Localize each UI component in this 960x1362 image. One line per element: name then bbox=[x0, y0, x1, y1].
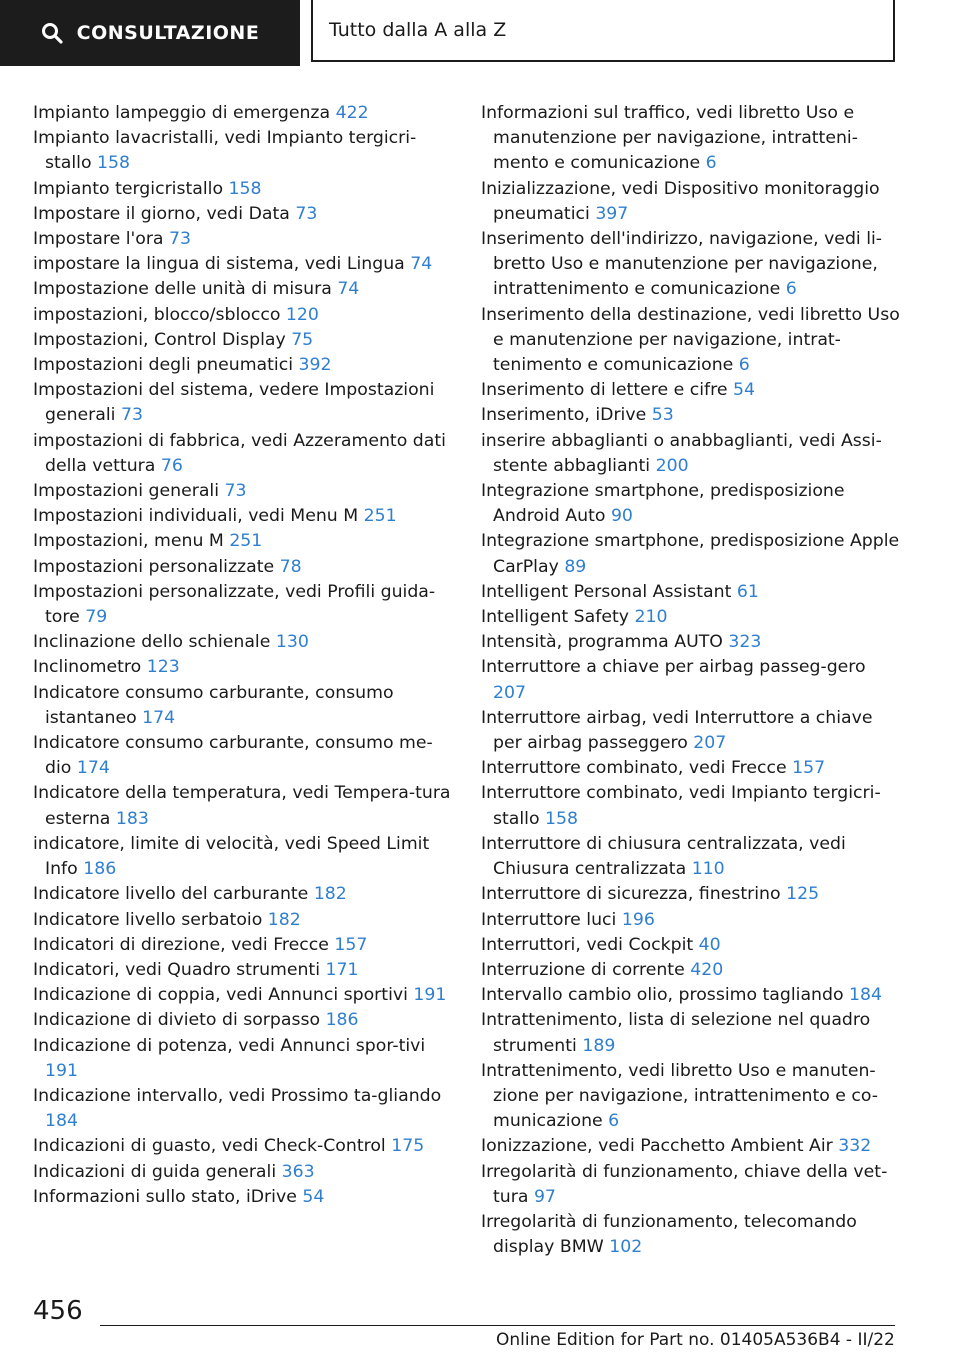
index-entry-text: Interruttori, vedi Cockpit bbox=[481, 934, 694, 955]
index-entry-text: Interruttore combinato, vedi Impianto tergicri-stallo bbox=[481, 783, 881, 829]
page-header bbox=[0, 0, 960, 66]
index-entry bbox=[481, 832, 901, 882]
consultazione-tab[interactable] bbox=[0, 0, 300, 66]
index-entry bbox=[33, 882, 451, 907]
index-entry-text: Impostazioni generali bbox=[33, 481, 220, 502]
index-entry bbox=[481, 630, 901, 655]
page-reference-link[interactable]: 171 bbox=[325, 959, 359, 980]
index-entry-text: Inclinometro bbox=[33, 657, 142, 678]
index-entry-text: Intelligent Safety bbox=[481, 607, 629, 628]
edition-note: Online Edition for Part no. 01405A536B4 - II/22 bbox=[496, 1330, 895, 1350]
page-reference-link[interactable]: 78 bbox=[279, 556, 302, 577]
index-entry bbox=[33, 1134, 451, 1159]
index-entry bbox=[33, 177, 451, 202]
index-entry bbox=[481, 983, 901, 1008]
page-reference-link[interactable]: 251 bbox=[229, 531, 263, 552]
index-entry-text: Irregolarità di funzionamento, chiave della vet-tura bbox=[481, 1161, 888, 1207]
index-entry bbox=[33, 1034, 451, 1084]
page-reference-link[interactable]: 74 bbox=[337, 279, 360, 300]
page-reference-link[interactable]: 130 bbox=[275, 632, 309, 653]
page-reference-link[interactable]: 158 bbox=[97, 153, 131, 174]
index-entry-text: Indicazione di coppia, vedi Annunci sportivi bbox=[33, 985, 408, 1006]
index-entry bbox=[33, 781, 451, 831]
index-entry bbox=[33, 958, 451, 983]
index-entry bbox=[33, 378, 451, 428]
index-entry bbox=[481, 429, 901, 479]
page-reference-link[interactable]: 90 bbox=[610, 506, 633, 527]
page-reference-link[interactable]: 332 bbox=[838, 1136, 872, 1157]
index-entry bbox=[33, 1084, 451, 1134]
index-entry-text: Impianto lampeggio di emergenza bbox=[33, 103, 331, 123]
index-entry bbox=[33, 555, 451, 580]
index-entry-text: Impostazioni degli pneumatici bbox=[33, 355, 294, 376]
page-reference-link[interactable]: 184 bbox=[45, 1111, 78, 1132]
page-number: 456 bbox=[33, 1296, 83, 1326]
index-entry-text: Impostazioni del sistema, vedere Impostazioni generali bbox=[33, 380, 435, 426]
page-reference-link[interactable]: 73 bbox=[295, 203, 318, 224]
section-title: Tutto dalla A alla Z bbox=[311, 0, 895, 62]
index-entry-text: Interruzione di corrente bbox=[481, 959, 685, 980]
index-entry-text: Inclinazione dello schienale bbox=[33, 632, 271, 653]
index-entry bbox=[33, 328, 451, 353]
page-reference-link[interactable]: 207 bbox=[693, 733, 727, 754]
index-entry bbox=[33, 933, 451, 958]
index-entry-text: Inserimento di lettere e cifre bbox=[481, 380, 728, 401]
index-entry-text: Indicatore consumo carburante, consumo istantaneo bbox=[33, 682, 394, 728]
index-entry bbox=[481, 227, 901, 303]
index-entry bbox=[481, 655, 901, 705]
index-entry-text: Ionizzazione, vedi Pacchetto Ambient Air bbox=[481, 1136, 833, 1157]
index-column-left bbox=[33, 101, 451, 1210]
index-entry bbox=[33, 277, 451, 302]
page-reference-link[interactable]: 420 bbox=[690, 959, 724, 980]
consultazione-label: CONSULTAZIONE bbox=[76, 22, 260, 44]
index-entry bbox=[33, 731, 451, 781]
index-entry-text: Indicatori di direzione, vedi Frecce bbox=[33, 934, 329, 955]
index-entry-text: Inserimento della destinazione, vedi libretto Uso e manutenzione per navigazione, intrat-tenimento e comunicazione bbox=[481, 304, 900, 376]
index-entry bbox=[481, 1059, 901, 1135]
index-entry bbox=[33, 303, 451, 328]
index-entry-text: Impostazioni personalizzate, vedi Profili guida-tore bbox=[33, 581, 436, 628]
page-reference-link[interactable]: 422 bbox=[335, 103, 369, 123]
page-reference-link[interactable]: 323 bbox=[728, 632, 762, 653]
page-reference-link[interactable]: 110 bbox=[691, 859, 725, 880]
index-entry-text: Inizializzazione, vedi Dispositivo monitoraggio pneumatici bbox=[481, 178, 880, 224]
search-icon bbox=[41, 22, 63, 44]
page-reference-link[interactable]: 54 bbox=[732, 380, 755, 401]
index-entry bbox=[481, 101, 901, 177]
page-reference-link[interactable]: 6 bbox=[608, 1111, 620, 1132]
page-reference-link[interactable]: 125 bbox=[786, 884, 820, 905]
index-entry bbox=[481, 706, 901, 756]
page-reference-link[interactable]: 61 bbox=[736, 581, 759, 602]
index-entry-text: Informazioni sullo stato, iDrive bbox=[33, 1186, 297, 1207]
index-entry-text: indicatore, limite di velocità, vedi Speed Limit Info bbox=[33, 833, 430, 880]
index-entry bbox=[481, 908, 901, 933]
index-entry bbox=[481, 882, 901, 907]
index-entry-text: Informazioni sul traffico, vedi libretto Uso e manutenzione per navigazione, intratteni-mento e comunicazione bbox=[481, 103, 858, 174]
page-reference-link[interactable]: 363 bbox=[281, 1161, 315, 1182]
page-reference-link[interactable]: 196 bbox=[621, 909, 655, 930]
index-entry-text: Intrattenimento, lista di selezione nel quadro strumenti bbox=[481, 1010, 871, 1056]
page-reference-link[interactable]: 186 bbox=[325, 1010, 359, 1031]
page-reference-link[interactable]: 6 bbox=[705, 153, 717, 174]
index-entry bbox=[33, 1185, 451, 1210]
page-reference-link[interactable]: 6 bbox=[785, 279, 797, 300]
index-entry-text: Impostazioni, menu M bbox=[33, 531, 224, 552]
index-entry-text: Indicazione di potenza, vedi Annunci spor-tivi bbox=[33, 1035, 426, 1056]
index-entry bbox=[33, 983, 451, 1008]
index-entry-text: Indicazioni di guida generali bbox=[33, 1161, 277, 1182]
index-entry-text: Indicatore livello del carburante bbox=[33, 884, 309, 905]
page-reference-link[interactable]: 200 bbox=[655, 455, 689, 476]
index-entry bbox=[481, 580, 901, 605]
index-entry-text: impostare la lingua di sistema, vedi Lingua bbox=[33, 254, 405, 275]
index-entry bbox=[481, 1160, 901, 1210]
index-entry-text: Integrazione smartphone, predisposizione Apple CarPlay bbox=[481, 531, 900, 577]
page-reference-link[interactable]: 210 bbox=[634, 607, 668, 628]
page-reference-link[interactable]: 53 bbox=[651, 405, 674, 426]
index-entry-text: Indicazioni di guasto, vedi Check-Control bbox=[33, 1136, 386, 1157]
index-entry-text: Intensità, programma AUTO bbox=[481, 632, 723, 653]
index-entry bbox=[481, 1210, 901, 1260]
page-reference-link[interactable]: 157 bbox=[792, 758, 826, 779]
index-entry bbox=[33, 832, 451, 882]
index-entry-text: Inserimento, iDrive bbox=[481, 405, 647, 426]
index-entry-text: Impostazione delle unità di misura bbox=[33, 279, 332, 300]
index-entry-text: Inserimento dell'indirizzo, navigazione, vedi li-bretto Uso e manutenzione per navigazione, intrattenimento e comunicazione bbox=[481, 229, 883, 300]
index-entry bbox=[33, 353, 451, 378]
index-entry bbox=[481, 933, 901, 958]
index-entry-text: Impostazioni personalizzate bbox=[33, 556, 275, 577]
index-entry bbox=[33, 681, 451, 731]
page-reference-link[interactable]: 182 bbox=[267, 909, 301, 930]
index-entry bbox=[481, 529, 901, 579]
page-reference-link[interactable]: 191 bbox=[413, 985, 447, 1006]
page-reference-link[interactable]: 123 bbox=[146, 657, 180, 678]
index-entry-text: impostazioni di fabbrica, vedi Azzeramento dati della vettura bbox=[33, 430, 446, 476]
page-reference-link[interactable]: 189 bbox=[582, 1035, 616, 1056]
index-entry-text: Indicatore consumo carburante, consumo me-dio bbox=[33, 733, 433, 779]
page-reference-link[interactable]: 183 bbox=[115, 808, 149, 829]
index-entry-text: Intervallo cambio olio, prossimo tagliando bbox=[481, 985, 844, 1006]
index-entry bbox=[33, 227, 451, 252]
page-reference-link[interactable]: 207 bbox=[493, 682, 526, 703]
index-entry-text: Interruttore airbag, vedi Interruttore a chiave per airbag passeggero bbox=[481, 707, 873, 754]
index-entry bbox=[481, 781, 901, 831]
page-reference-link[interactable]: 392 bbox=[298, 355, 332, 376]
index-entry-text: Indicatori, vedi Quadro strumenti bbox=[33, 959, 321, 980]
page-reference-link[interactable]: 184 bbox=[849, 985, 883, 1006]
index-entry bbox=[33, 252, 451, 277]
page-reference-link[interactable]: 74 bbox=[410, 254, 433, 275]
page-reference-link[interactable]: 182 bbox=[313, 884, 347, 905]
footer-divider bbox=[100, 1325, 895, 1326]
index-entry bbox=[481, 177, 901, 227]
page-reference-link[interactable]: 73 bbox=[169, 229, 192, 250]
page-reference-link[interactable]: 158 bbox=[545, 808, 579, 829]
index-entry bbox=[33, 202, 451, 227]
page-reference-link[interactable]: 54 bbox=[302, 1186, 325, 1207]
index-entry bbox=[481, 479, 901, 529]
index-entry-text: Impostazioni individuali, vedi Menu M bbox=[33, 506, 359, 527]
index-entry bbox=[33, 1160, 451, 1185]
index-entry-text: Impianto lavacristalli, vedi Impianto tergicri-stallo bbox=[33, 128, 417, 174]
page-reference-link[interactable]: 6 bbox=[738, 355, 750, 376]
page-reference-link[interactable]: 120 bbox=[285, 304, 319, 325]
page-reference-link[interactable]: 251 bbox=[363, 506, 397, 527]
index-entry-text: Indicatore livello serbatoio bbox=[33, 909, 263, 930]
page-reference-link[interactable]: 175 bbox=[391, 1136, 425, 1157]
page-reference-link[interactable]: 73 bbox=[120, 405, 143, 426]
page-reference-link[interactable]: 157 bbox=[334, 934, 368, 955]
page-reference-link[interactable]: 186 bbox=[83, 859, 117, 880]
index-entry-text: inserire abbaglianti o anabbaglianti, vedi Assi-stente abbaglianti bbox=[481, 430, 882, 476]
page-reference-link[interactable]: 40 bbox=[698, 934, 721, 955]
page-reference-link[interactable]: 97 bbox=[533, 1186, 556, 1207]
index-entry bbox=[481, 303, 901, 379]
index-entry bbox=[33, 630, 451, 655]
index-entry bbox=[33, 580, 451, 630]
index-entry-text: Indicazione di divieto di sorpasso bbox=[33, 1010, 321, 1031]
page-reference-link[interactable]: 174 bbox=[76, 758, 110, 779]
index-entry bbox=[33, 655, 451, 680]
index-entry-text: Indicatore della temperatura, vedi Tempera-tura esterna bbox=[33, 783, 451, 829]
index-entry-text: Impianto tergicristallo bbox=[33, 178, 224, 199]
index-entry-text: Impostazioni, Control Display bbox=[33, 329, 286, 350]
index-entry bbox=[481, 378, 901, 403]
index-entry bbox=[481, 1134, 901, 1159]
index-entry bbox=[481, 403, 901, 428]
index-entry-text: Interruttore luci bbox=[481, 909, 617, 930]
index-entry-text: Intelligent Personal Assistant bbox=[481, 581, 732, 602]
index-entry bbox=[481, 605, 901, 630]
index-entry bbox=[33, 126, 451, 176]
index-entry-text: Interruttore combinato, vedi Frecce bbox=[481, 758, 787, 779]
index-entry-text: Interruttore di chiusura centralizzata, vedi Chiusura centralizzata bbox=[481, 833, 846, 880]
page-reference-link[interactable]: 89 bbox=[564, 556, 587, 577]
index-entry-text: Indicazione intervallo, vedi Prossimo ta-gliando bbox=[33, 1085, 442, 1106]
index-entry bbox=[481, 958, 901, 983]
page-reference-link[interactable]: 75 bbox=[291, 329, 314, 350]
index-entry bbox=[33, 504, 451, 529]
page-reference-link[interactable]: 73 bbox=[224, 481, 247, 502]
page-reference-link[interactable]: 158 bbox=[228, 178, 262, 199]
page-reference-link[interactable]: 397 bbox=[595, 203, 629, 224]
page-reference-link[interactable]: 174 bbox=[142, 707, 176, 728]
index-entry-text: Interruttore di sicurezza, finestrino bbox=[481, 884, 781, 905]
index-entry bbox=[481, 1008, 901, 1058]
index-entry bbox=[33, 529, 451, 554]
index-entry bbox=[33, 1008, 451, 1033]
index-entry-text: Impostare il giorno, vedi Data bbox=[33, 203, 290, 224]
index-entry-text: Irregolarità di funzionamento, telecomando display BMW bbox=[481, 1211, 857, 1258]
page-reference-link[interactable]: 79 bbox=[85, 607, 108, 628]
index-entry-text: impostazioni, blocco/sblocco bbox=[33, 304, 281, 325]
index-entry bbox=[33, 101, 451, 126]
index-entry bbox=[33, 479, 451, 504]
index-entry-text: Impostare l'ora bbox=[33, 229, 164, 250]
page-reference-link[interactable]: 191 bbox=[45, 1060, 78, 1081]
index-entry-text: Integrazione smartphone, predisposizione Android Auto bbox=[481, 481, 845, 527]
page-reference-link[interactable]: 76 bbox=[160, 455, 183, 476]
page-reference-link[interactable]: 102 bbox=[609, 1237, 643, 1258]
index-entry bbox=[481, 756, 901, 781]
index-column-right bbox=[481, 101, 901, 1260]
index-entry-text: Interruttore a chiave per airbag passeg-gero bbox=[481, 657, 866, 678]
index-entry bbox=[33, 429, 451, 479]
index-entry bbox=[33, 908, 451, 933]
index-entry-text: Intrattenimento, vedi libretto Uso e manuten-zione per navigazione, intrattenimento e co-municazione bbox=[481, 1060, 879, 1132]
